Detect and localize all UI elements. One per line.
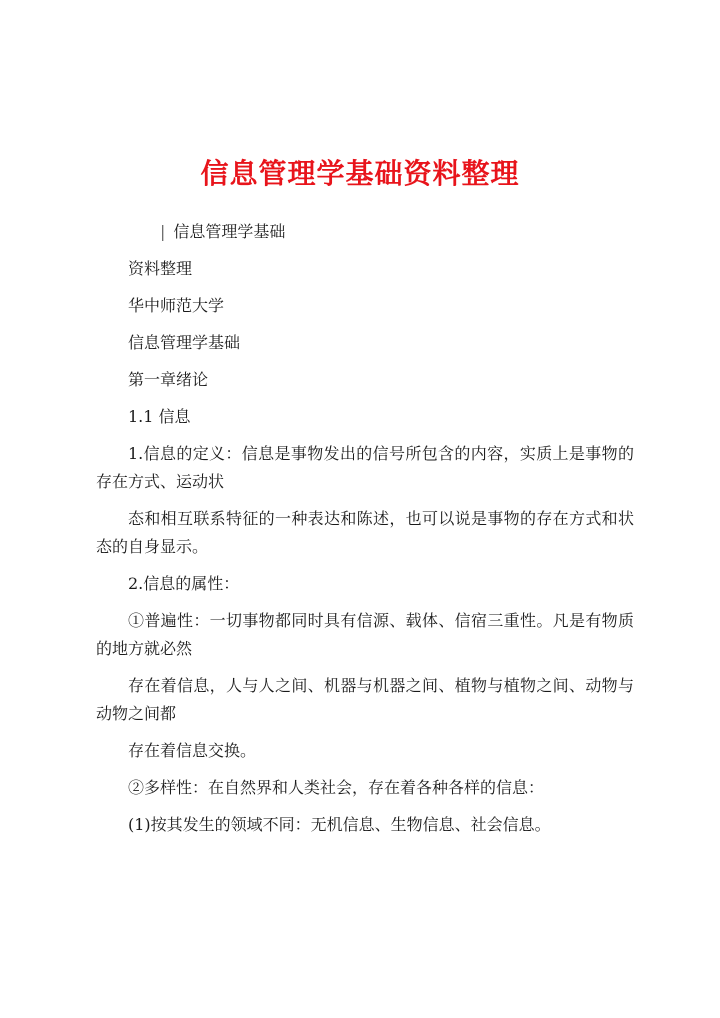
paragraph: 华中师范大学: [128, 296, 225, 315]
paragraph: 态和相互联系特征的一种表达和陈述，也可以说是事物的存在方式和状态的自身显示。: [96, 509, 634, 556]
paragraph: 1.信息的定义：信息是事物发出的信号所包含的内容，实质上是事物的存在方式、运动状: [96, 444, 634, 491]
paragraph: 资料整理: [128, 259, 193, 278]
paragraph: 信息管理学基础: [128, 333, 241, 352]
paragraph: 存在着信息交换。: [128, 741, 257, 760]
paragraph: (1)按其发生的领域不同：无机信息、生物信息、社会信息。: [128, 815, 551, 834]
cursor-bar-icon: |: [160, 222, 166, 241]
paragraph: 1.1 信息: [128, 407, 191, 426]
paragraph: ①普遍性：一切事物都同时具有信源、载体、信宿三重性。凡是有物质的地方就必然: [96, 611, 634, 658]
paragraph: 存在着信息，人与人之间、机器与机器之间、植物与植物之间、动物与动物之间都: [96, 676, 634, 723]
document-body: [96, 218, 634, 848]
paragraph: ②多样性：在自然界和人类社会，存在着各种各样的信息：: [128, 778, 545, 797]
paragraph: 2.信息的属性：: [128, 574, 240, 593]
paragraph: [96, 218, 634, 246]
paragraph-text: 信息管理学基础: [173, 222, 286, 241]
document-title: 信息管理学基础资料整理: [200, 157, 520, 190]
paragraph: 第一章绪论: [128, 370, 209, 389]
